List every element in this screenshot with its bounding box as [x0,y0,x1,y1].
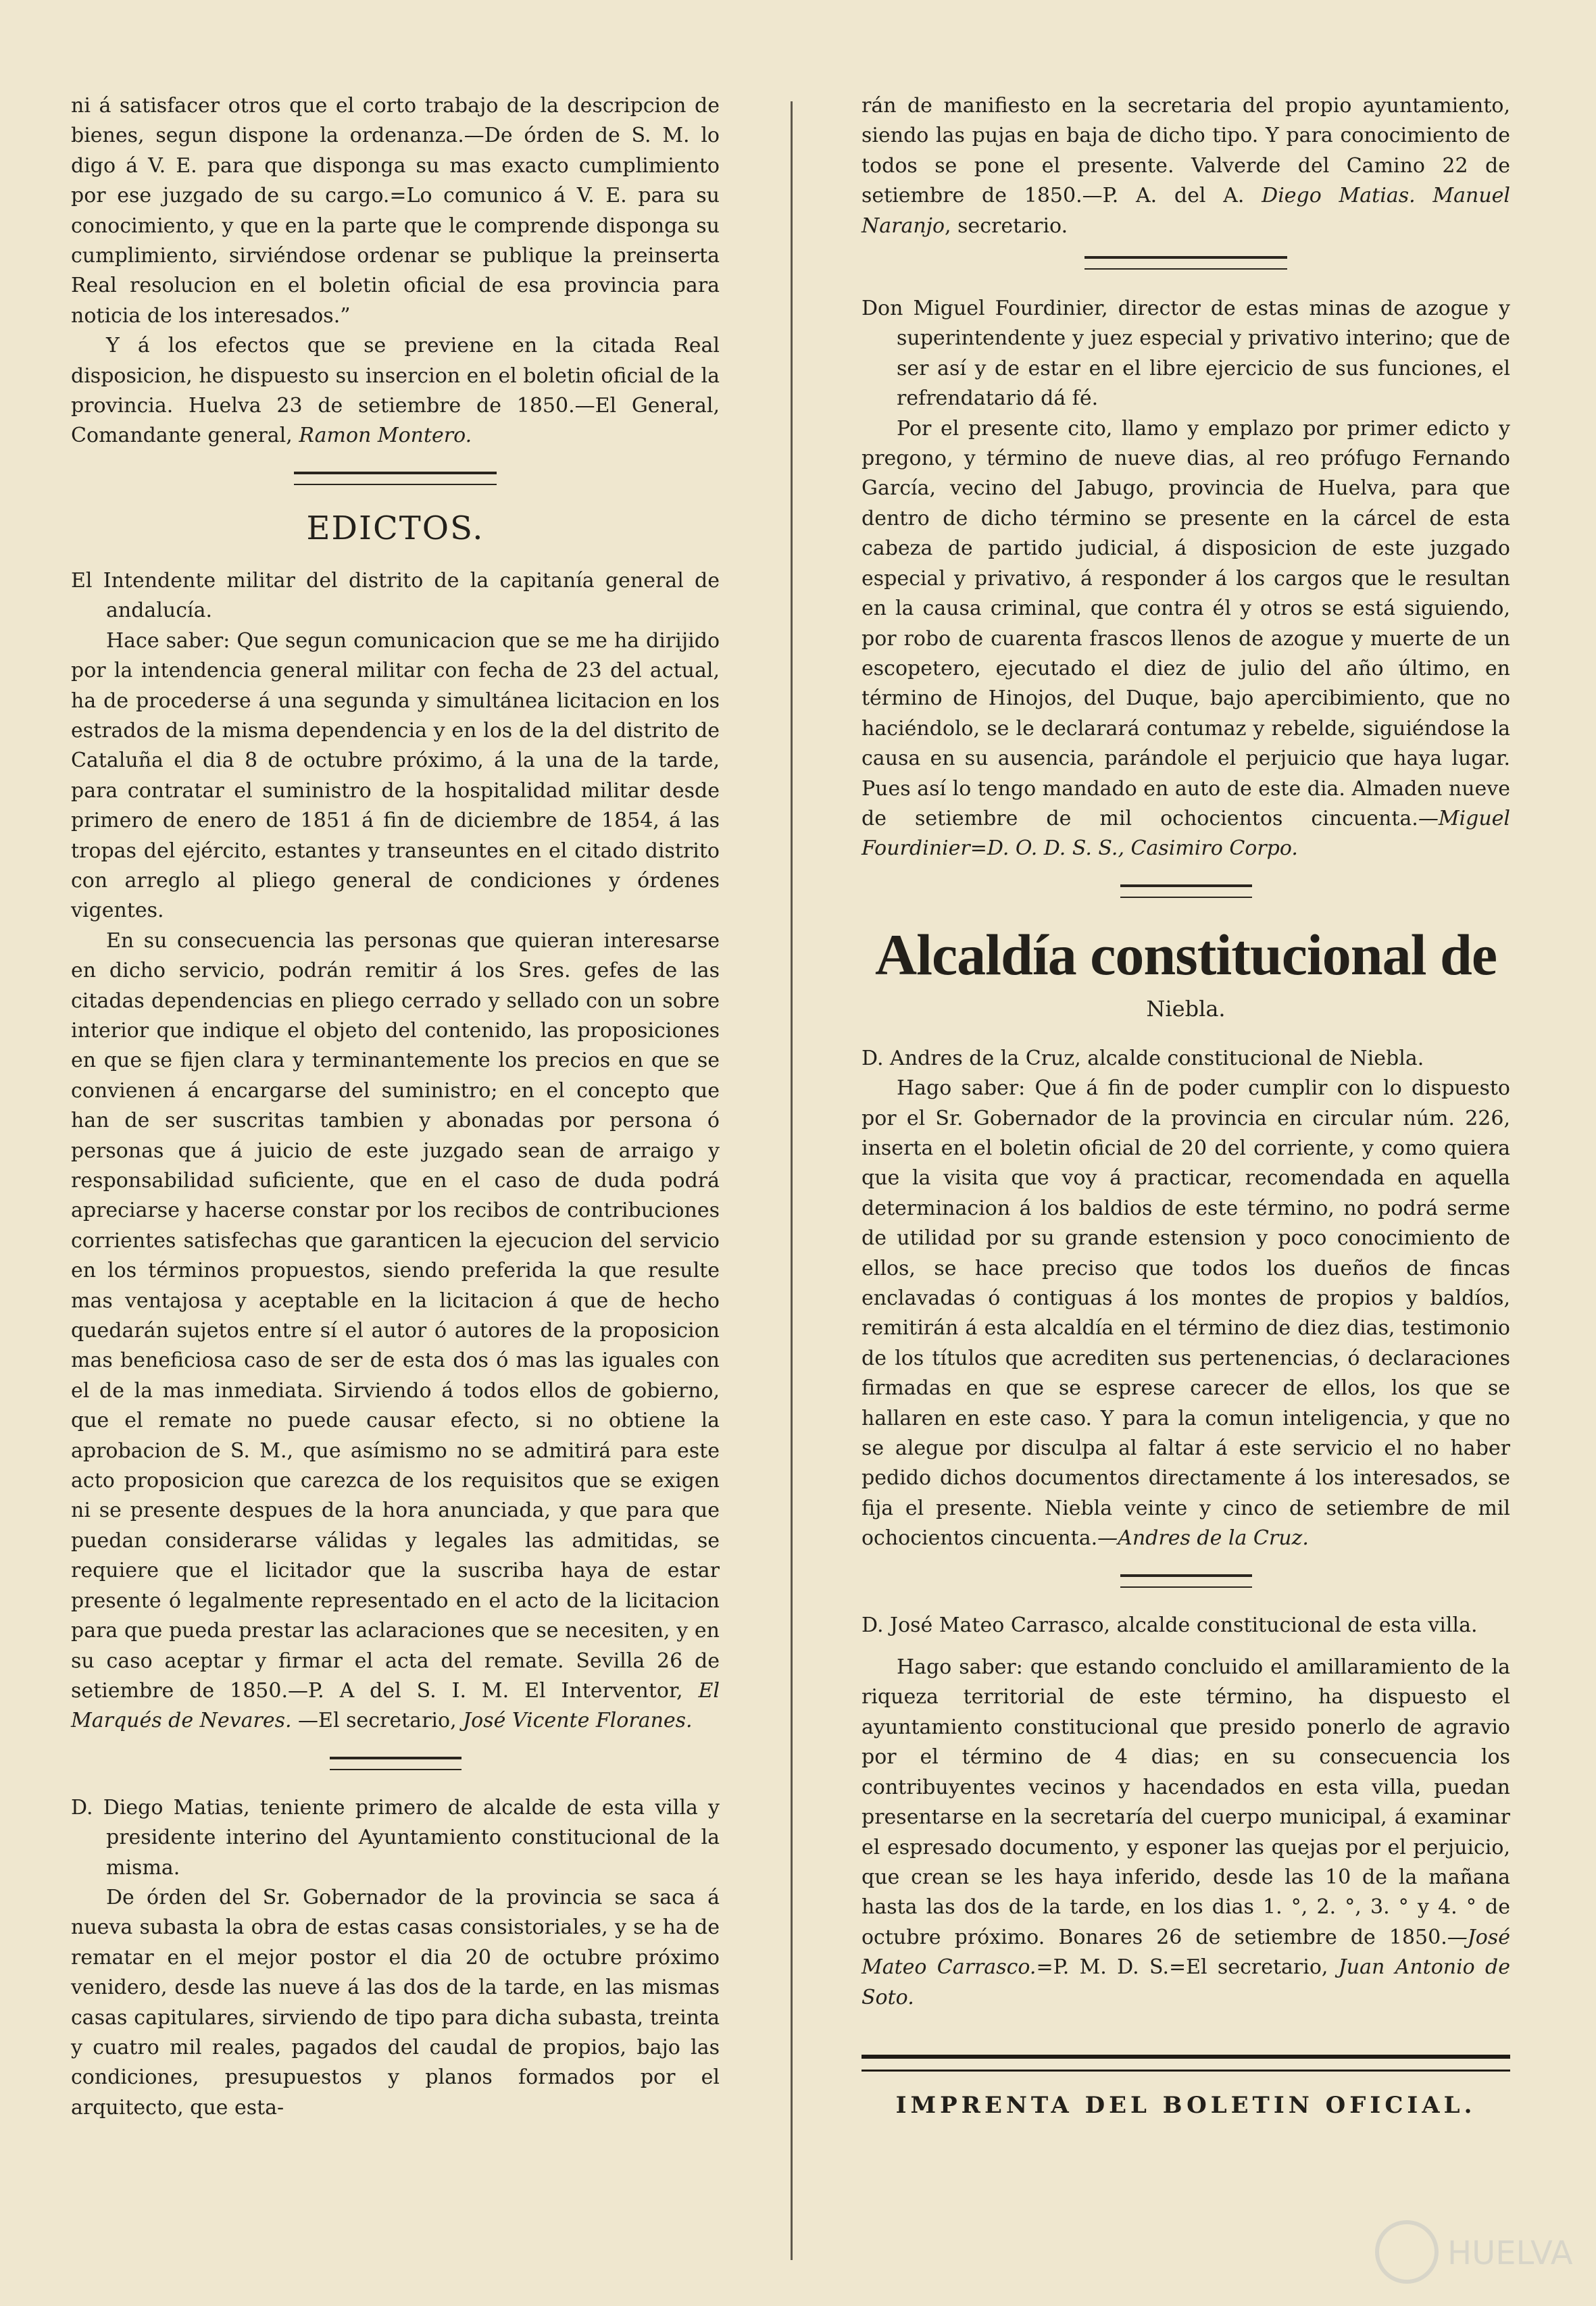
separator-rule [1084,256,1287,270]
carrasco-end-a: =P. M. D. S.=El secretario, [1036,1955,1339,1980]
intendente-body: Hace saber: Que segun comunicacion que se me ha dirijido por la intendencia general militar con fecha de 23 del actual, ha de procederse á una segunda y simultánea licitacion en los estrados de la misma dependencia y en los de la del distrito de Cataluña el dia 8 de octubre próximo, á la una de la tarde, para contratar el suministro de la hospitalidad militar desde primero de enero de 1851 á fin de diciembre de 1854, á las tropas del ejército, estantes y transeuntes en el citado distrito con arreglo al pliego general de condiciones y órdenes vigentes. [71,628,720,923]
matias-cont-text: rán de manifiesto en la secretaria del propio ayuntamiento, siendo las pujas en baja de dicho tipo. Y para conocimiento de todos se pone el presente. Valverde del Camino 22 de setiembre de 1850.—P. A. del A. [862,94,1510,208]
right-column [862,91,1510,2119]
matias-cont-naranjo: Manuel Naranjo [862,184,1510,238]
carrasco-text: Hago saber: que estando concluido el amillaramiento de la riqueza territorial de este término, ha dispuesto el ayuntamiento constitucional que presido ponerlo de agravio por el término de 4 dias; en su consecuencia los contribuyentes vecinos y hacendados en esta villa, puedan presentarse en la secretaría del cuerpo municipal, á examinar el espresado documento, y esponer las quejas por el perjuicio, que crean se les haya inferido, desde las 10 de la mañana hasta las dos de la tarde, en los dias 1. °, 2. °, 3. ° y 4. ° de octubre próximo. Bonares 26 de setiembre de 1850. [862,1655,1510,1949]
column-divider [791,101,793,2260]
fourdinier-signature: —Miguel Fourdinier=D. O. D. S. S., Casimiro Corpo. [862,806,1510,861]
alcaldia-heading: Alcaldía constitucional de [874,922,1497,987]
imprenta-footer: IMPRENTA DEL BOLETIN OFICIAL. [895,2091,1476,2119]
matias-cont-signer: Diego Matias. [1262,184,1416,208]
huelva-watermark [1373,2205,1576,2299]
consecuencia-mid: —El secretario, [291,1709,464,1733]
watermark-text: HUELVA [1447,2234,1573,2272]
consecuencia-marques: El Marqués de Nevares. [71,1678,720,1733]
matias-cont-end: , secretario. [945,214,1068,238]
separator-rule [1120,884,1252,898]
edictos-heading: EDICTOS. [306,509,484,547]
carrasco-secretario: Juan Antonio de Soto. [862,1955,1511,2009]
consecuencia-secretario: José Vicente Floranes. [463,1709,693,1733]
consecuencia-paragraph [71,926,720,1736]
matias-body: De órden del Sr. Gobernador de la provincia se saca á nueva subasta la obra de estas casas consistoriales, y se ha de rematar en el mejor postor el dia 20 de octubre próximo venidero, desde las nueve á las dos de la tarde, en las mismas casas capitulares, sirviendo de tipo para dicha subasta, treinta y cuatro mil reales, pagados del caudal de propios, bajo las condiciones, presupuestos y planos formados por el arquitecto, que esta- [71,1885,720,2120]
fourdinier-body [862,414,1510,864]
efectos-signer: Ramon Montero. [299,424,472,448]
footer-rule [862,2055,1510,2072]
cruz-signature: —Andres de la Cruz. [1097,1526,1309,1551]
fourdinier-title: Don Miguel Fourdinier, director de estas minas de azogue y superintendente y juez especial y privativo interino; que de ser así y de estar en el libre ejercicio de sus funciones, el refrendatario dá fé. [862,297,1510,411]
separator-rule [330,1757,462,1770]
carrasco-signature: —José Mateo Carrasco. [862,1925,1510,1980]
efectos-text: Y á los efectos que se previene en la citada Real disposicion, he dispuesto su insercion en el boletin oficial de la provincia. Huelva 23 de setiembre de 1850.—El General, Comandante general, [71,334,720,448]
left-column [71,91,720,2123]
fourdinier-text: Por el presente cito, llamo y emplazo por primer edicto y pregono, y término de nueve dias, al reo prófugo Fernando García, vecino del Jabugo, provincia de Huelva, para que dentro de dicho término se presente en la cárcel de esta cabeza de partido judicial, á disposicion de este juzgado especial y privativo, á responder á los cargos que le resultan en la causa criminal, que contra él y otros se está siguiendo, por robo de cuarenta frascos llenos de azogue y muerte de un escopetero, ejecutado el diez de julio del año último, en término de Hinojos, del Duque, bajo apercibimiento, que no haciéndolo, se le declarará contumaz y rebelde, siguiéndose la causa en su ausencia, parándole el perjuicio que haya lugar. Pues así lo tengo mandado en auto de este dia. Almaden nueve de setiembre de mil ochocientos cincuenta. [862,416,1510,830]
carrasco-body [862,1653,1510,2013]
intendente-title: El Intendente militar del distrito de la capitanía general de andalucía. [71,568,720,623]
alcaldia-place: Niebla. [1146,995,1226,1022]
matias-continuation [862,91,1510,241]
separator-rule [1120,1574,1252,1588]
carrasco-title: D. José Mateo Carrasco, alcalde constitucional de esta villa. [862,1613,1478,1637]
separator-rule [294,472,497,485]
cruz-body [862,1074,1510,1554]
cruz-title: D. Andres de la Cruz, alcalde constitucional de Niebla. [862,1046,1424,1070]
intro-paragraph: ni á satisfacer otros que el corto trabajo de la descripcion de bienes, segun dispone la ordenanza.—De órden de S. M. lo digo á V. E. para que disponga su mas exacto cumplimiento por ese juzgado de su cargo.=Lo comunico á V. E. para su conocimiento, y que en la parte que le comprende disponga su cumplimiento, sirviéndose ordenar se publique la preinserta Real resolucion en el boletin oficial de esa provincia para noticia de los interesados.” [71,94,720,328]
efectos-paragraph [71,331,720,451]
consecuencia-text: En su consecuencia las personas que quieran interesarse en dicho servicio, podrán remitir á los Sres. gefes de las citadas dependencias en pliego cerrado y sellado con un sobre interior que indique el objeto del contenido, las proposiciones en que se fijen clara y terminantemente los precios en que se convienen á encargarse del suministro; en el concepto que han de ser suscritas tambien y abonadas por persona ó personas que á juicio de este juzgado sean de arraigo y responsabilidad suficiente, que en el caso de duda podrá apreciarse y hacerse constar por los recibos de contribuciones corrientes satisfechas que garanticen la ejecucion del servicio en los términos propuestos, siendo preferida la que resulte mas ventajosa y aceptable en la licitacion á que de hecho quedarán sujetos entre sí el autor ó autores de la proposicion mas beneficiosa caso de ser de esta dos ó mas las iguales con el de la mas inmediata. Sirviendo á todos ellos de gobierno, que el remate no puede causar efecto, si no obtiene la aprobacion de S. M., que asímismo no se admitirá para este acto proposicion que carezca de los requisitos que se exigen ni se presente despues de la hora anunciada, y que para que puedan considerarse válidas y legales las admitidas, se requiere que el licitador que la suscriba haya de estar presente ó legalmente representado en el acto de la licitacion para que pueda prestar las aclaraciones que se necesiten, y en su caso aceptar y firmar el acta del remate. Sevilla 26 de setiembre de 1850.—P. A del S. I. M. El Interventor, [71,928,720,1703]
matias-title: D. Diego Matias, teniente primero de alcalde de esta villa y presidente interino del Ayuntamiento constitucional de la misma. [71,1795,720,1880]
cruz-text: Hago saber: Que á fin de poder cumplir con lo dispuesto por el Sr. Gobernador de la provincia en circular núm. 226, inserta en el boletin oficial de 20 del corriente, y como quiera que la visita que voy á practicar, recomendada en aquella determinacion á los baldios de este término, no podrá serme de utilidad por su grande estension y poco conocimiento de ellos, se hace preciso que todos los dueños de fincas enclavadas ó contiguas á los montes de propios y baldíos, remitirán á esta alcaldía en el término de diez dias, testimonio de los títulos que acrediten sus pertenencias, ó declaraciones firmadas en que se esprese carecer de ellos, los que se hallaren en este caso. Y para la comun inteligencia, y que no se alegue por disculpa al faltar á este servicio el no haber pedido dichos documentos directamente á los interesados, se fija el presente. Niebla veinte y cinco de setiembre de mil ochocientos cincuenta. [862,1076,1510,1551]
